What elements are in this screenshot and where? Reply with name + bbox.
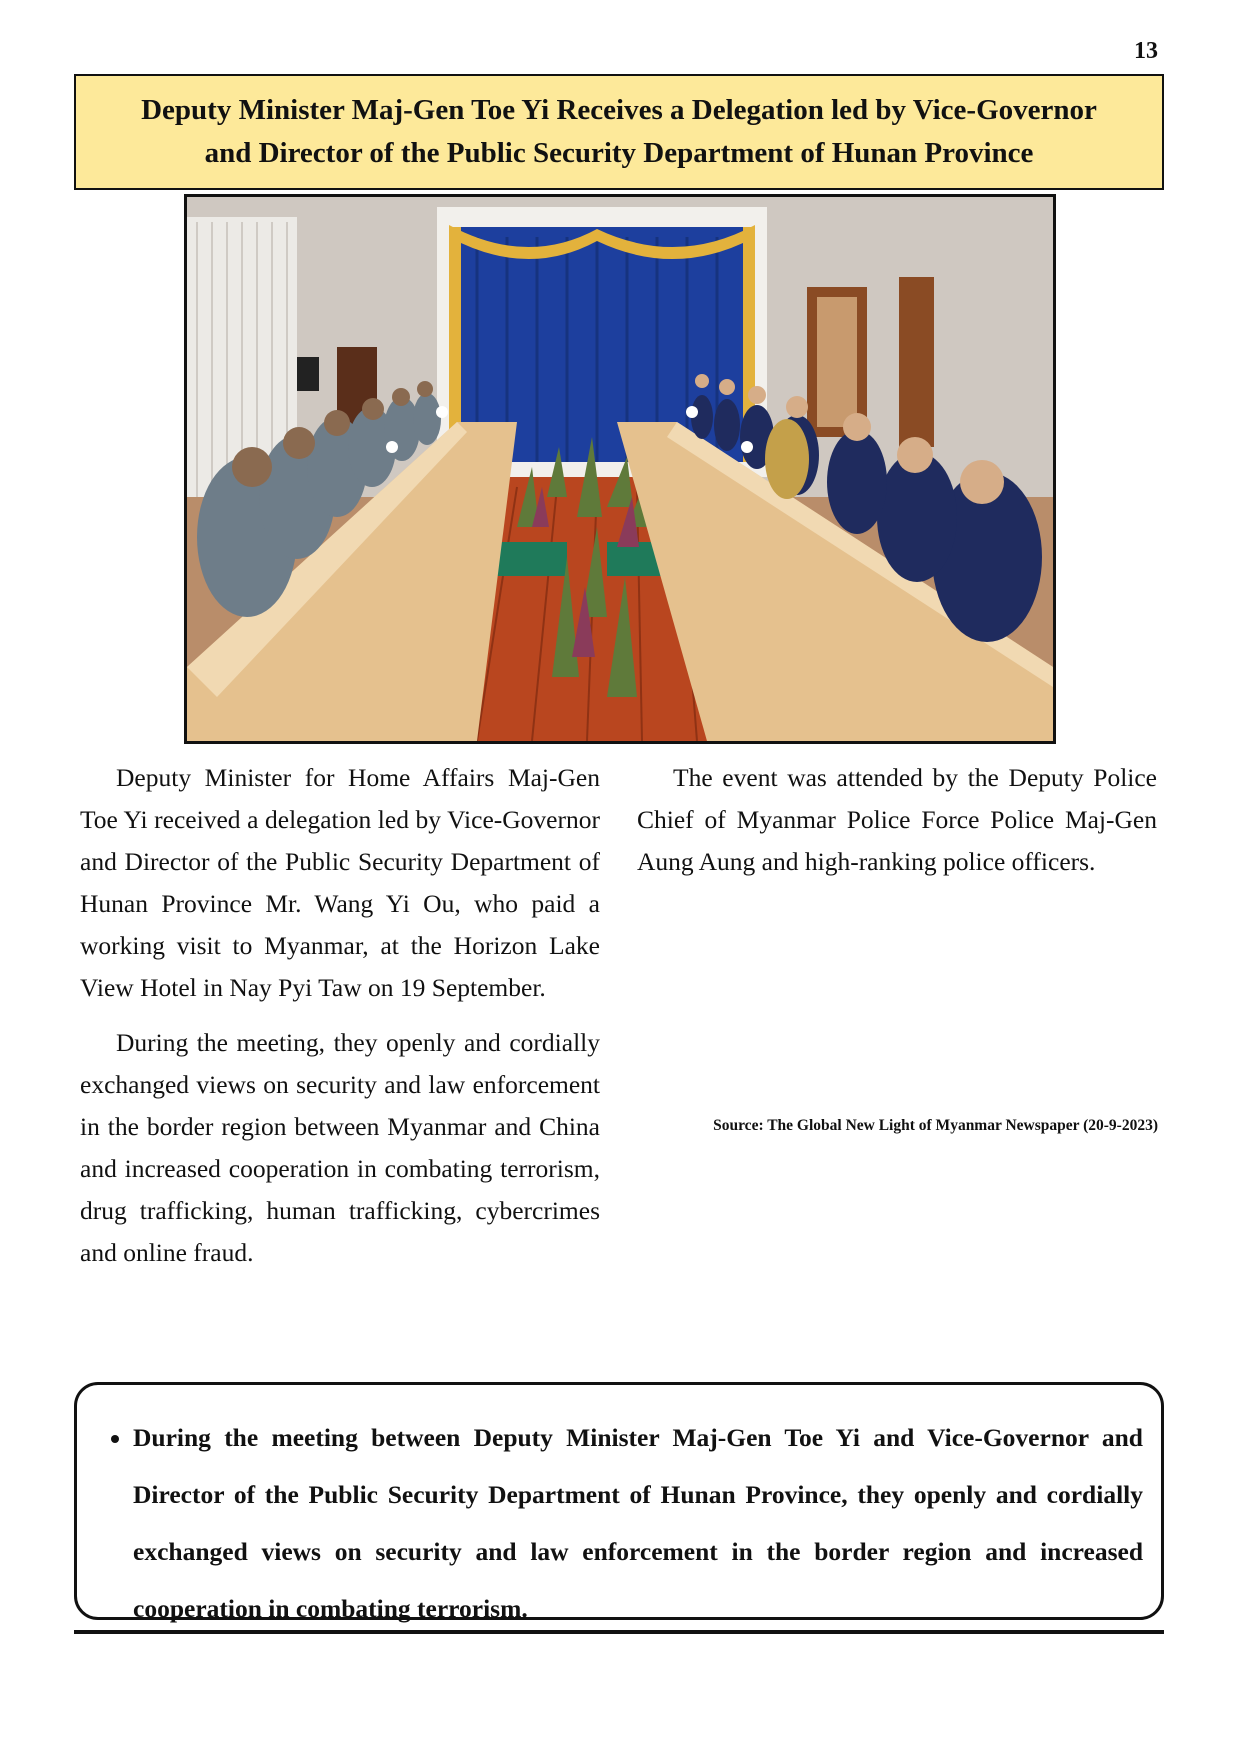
article-paragraph: The event was attended by the Deputy Police Chief of Myanmar Police Force Police Maj-Gen Aung Aung and high-ranking police officers. bbox=[637, 763, 1157, 876]
article-right-column bbox=[637, 757, 1157, 883]
title-line-1: Deputy Minister Maj-Gen Toe Yi Receives a Delegation led by Vice-Governor bbox=[141, 94, 1097, 126]
summary-list bbox=[95, 1409, 1143, 1637]
article-left-column bbox=[80, 757, 600, 1274]
article-paragraph: During the meeting, they openly and cordially exchanged views on security and law enforcement in the border region between Myanmar and China and increased cooperation in combating terrorism, drug trafficking, human trafficking, cybercrimes and online fraud. bbox=[80, 1028, 600, 1267]
article-paragraph: Deputy Minister for Home Affairs Maj-Gen Toe Yi received a delegation led by Vice-Governor and Director of the Public Security Department of Hunan Province Mr. Wang Yi Ou, who paid a working visit to Myanmar, at the Horizon Lake View Hotel in Nay Pyi Taw on 19 September. bbox=[80, 763, 600, 1002]
title-banner bbox=[74, 74, 1164, 190]
summary-box bbox=[74, 1382, 1164, 1623]
title-line-2: and Director of the Public Security Department of Hunan Province bbox=[204, 137, 1034, 169]
meeting-photo bbox=[184, 194, 1056, 744]
summary-bullet: • During the meeting between Deputy Minister Maj-Gen Toe Yi and Vice-Governor and Director of the Public Security Department of Hunan Province, they openly and cordially exchanged views on security and law enforcement in the border region and increased cooperation in combating terrorism. bbox=[133, 1409, 1143, 1637]
page-number: 13 bbox=[1134, 38, 1158, 64]
source-credit: Source: The Global New Light of Myanmar Newspaper (20-9-2023) bbox=[713, 1117, 1158, 1134]
meeting-photo-illustration bbox=[187, 197, 1053, 741]
bottom-rule bbox=[74, 1630, 1164, 1634]
